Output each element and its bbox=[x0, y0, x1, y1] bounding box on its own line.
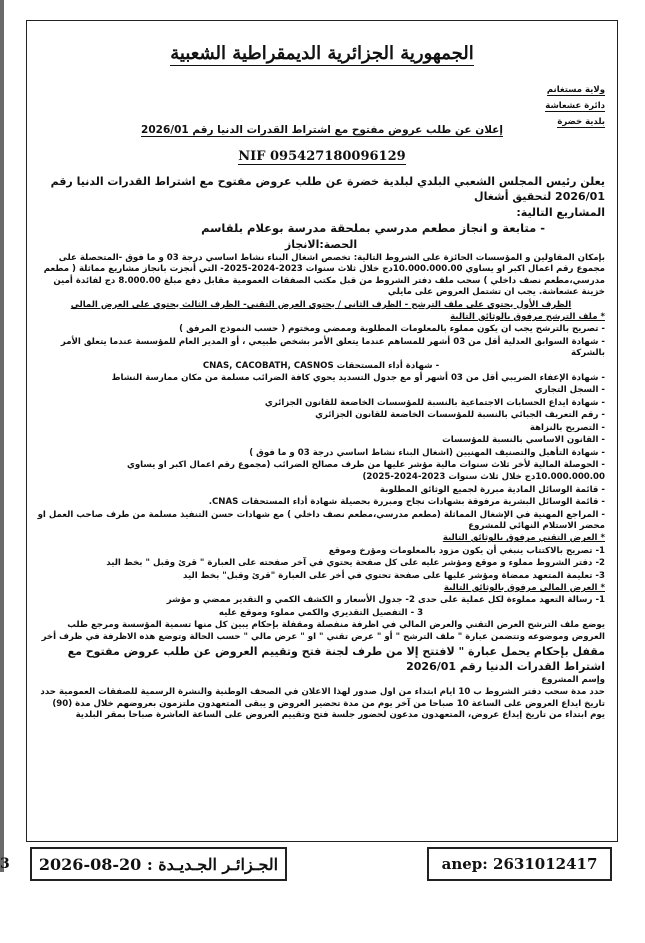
project-name-line: وإسم المشروع bbox=[541, 675, 605, 685]
intro-line: يعلن رئيس المجلس الشعبي البلدي لبلدية خضرة عن طلب عروض مفتوح مع اشتراط القدرات الدنيا رقم 2026/01 لتحقيق أشغال bbox=[50, 175, 605, 203]
cand-item: - شهادة الإعفاء الضريبي أقل من 03 أشهر أو مع جدول التسديد يحوي كافة الضرائب مسلمة من مكان ممارسة النشاط bbox=[111, 373, 605, 384]
admin-wilaya: ولاية مستغانم bbox=[546, 85, 605, 95]
cand-item: - القانون الاساسي بالنسبة للمؤسسات bbox=[442, 435, 605, 446]
tech-item: 2- دفتر الشروط مملوء و موقع ومؤشر عليه على كل صفحة يحتوي في آخر صفحته على العبارة " قرئ وقبل " بخط اليد bbox=[106, 558, 605, 569]
project-name: - متابعة و انجاز مطعم مدرسي بملحقة مدرسة بوعلام بلقاسم bbox=[201, 221, 545, 235]
envelopes-paragraph: يوضع ملف الترشح العرض التقني والعرض المالي في اظرفة منفصلة ومقفلة بإحكام يبين كل منها تسمية المؤسسة ومرجع طلب العروض وموضوعه وتتضمن عبارة " ملف الترشح " أو " عرض تقني " او " عرض مالي " حسب الحالة وتوضع هذه الاظرفة في ظرف أخر bbox=[41, 620, 605, 642]
cand-item: - الحوصلة المالية لأخر ثلاث سنوات مالية مؤشر عليها من طرف مصالح الضرائب (مجموع رقم اعمال اكبر او يساوي bbox=[126, 459, 605, 470]
deadline-paragraph: حدد مدة سحب دفتر الشروط ب 10 ايام ابتداء من اول صدور لهذا الاعلان في الصحف الوطنية والنشرة الرسمية للصفقات العمومية حدد تاريخ ايداع العروض على الساعة 10 صباحا من آخر يوم من مدة تحضير العروض و يبقى المتعهدون ملتزمون بعروضهم خلال مدة (90) يوم ابتداء من تاريخ إيداع عروض، المتعهدون مدعون لحضور جلسة فتح وتقييم العروض على الساعة العاشرة صباحا بمقر البلدية bbox=[40, 687, 605, 721]
republic-title: الجمهورية الجزائرية الديمقراطية الشعبية bbox=[170, 43, 474, 64]
cand-item: 10.000.000.00دج خلال ثلاث سنوات 2023-2024-2025) bbox=[362, 472, 605, 483]
announcement-body bbox=[37, 174, 605, 723]
admin-daira: دائرة عشعاشة bbox=[545, 101, 605, 111]
admin-commune: بلدية خضرة bbox=[557, 117, 605, 127]
fin-item: 3 - التفصيل التقديري والكمي مملوء وموقع عليه bbox=[218, 607, 424, 618]
sealed-envelope-line: مقفل بإحكام يحمل عبارة " لافتتح إلا من طرف لجنة فتح وتقييم العروض عن طلب عروض مفتوح مع اشتراط القدرات الدنيا رقم 2026/01 bbox=[67, 645, 605, 673]
cand-item: - رقم التعريف الجبائي بالنسبة للمؤسسات الخاضعة للقانون الجزائري bbox=[315, 410, 605, 421]
cand-item: - السجل التجاري bbox=[534, 385, 605, 396]
newspaper-date-box: الجـزائـر الجـديـدة : 20-08-2026 bbox=[30, 847, 287, 881]
nif-number: NIF 095427180096129 bbox=[238, 149, 406, 164]
tech-item: 3- تعليمة المتعهد ممضاة ومؤشر عليها على صفحة تحتوي في أخر على العبارة "قرئ وقبل" بخط اليد bbox=[183, 570, 605, 581]
cand-item: - قائمة الوسائل المادية مبررة لجميع الوثائق المطلوبة bbox=[379, 484, 605, 495]
page-edge-shadow bbox=[0, 0, 4, 872]
cand-item: - المراجع المهنية في الإشغال المماثلة (مطعم مدرسي،مطعم نصف داخلي ) مع شهادات حسن التنفيذ مسلمة من طرف صاحب العمل او محضر الاستلام النهائي للمشروع bbox=[37, 509, 605, 531]
fin-item: 1- رسالة التعهد مملوءة لكل عملية على حدى 2- جدول الأسعار و الكشف الكمي و التقدير ممضي و مؤشر bbox=[166, 595, 605, 606]
cand-item: - شهادة أداء المستحقات CNAS, CACOBATH, CASNOS bbox=[202, 360, 440, 371]
tech-item: 1- تصريح بالاكتتاب ينبغي أن يكون مزود بالمعلومات ومؤرخ وموقع bbox=[328, 545, 605, 556]
page-number-fragment: 3 bbox=[0, 856, 10, 872]
cand-item: - شهادة ايداع الحسابات الاجتماعية بالنسبة للمؤسسات الخاضعة للقانون الجزائري bbox=[264, 397, 605, 408]
cand-item: - شهادة التأهيل والتصنيف المهنيين (اشغال البناء نشاط اساسي درجة 03 و ما فوق ) bbox=[249, 447, 605, 458]
cand-item: - التصريح بالنزاهة bbox=[529, 422, 605, 433]
anep-reference-box: anep: 2631012417 bbox=[427, 847, 612, 881]
candidature-heading: * ملف الترشح مرفوق بالوثائق التالية bbox=[450, 312, 605, 323]
cand-item: - شهادة السوابق العدلية أقل من 03 أشهر للمساهم عندما يتعلق الأمر بشخص طبيعي ، أو المدير العام للمؤسسة عندما يتعلق الأمر بالشركة bbox=[60, 336, 605, 359]
conditions-paragraph: بإمكان المقاولين و المؤسسات الحائزة على الشروط التالية: تخصص اشغال البناء نشاط اساسي درجة 03 و ما فوق -المتحصلة على مجموع رقم اعمال اكبر او يساوي 10.000.000.00دج خلال ثلاث سنوات 2023-2024-2025- التي أنجزت بانجاز مشاريع مماثلة ( مطعم مدرسي،مطعم نصف داخلي ) سحب ملف دفتر الشروط من قبل مكتب الصفقات العمومية مقابل دفع مبلغ 8.000.00 دج لفائدة أمين خزينة عشعاشة. يجب ان تشتمل العروض على مايلي bbox=[43, 253, 605, 298]
technical-heading: * العرض التقني مرفوق بالوثائق التالية bbox=[442, 533, 605, 544]
cand-item: - قائمة الوسائل البشرية مرفوقة بشهادات نجاح ومبررة بحصيلة شهادة أداء المستحقات CNAS. bbox=[208, 497, 605, 508]
announcement-heading: إعلان عن طلب عروض مفتوح مع اشتراط القدرات الدنيا رقم 2026/01 bbox=[141, 124, 503, 136]
financial-heading: * العرض المالي مرفوق بالوثائق التالية bbox=[443, 582, 605, 593]
cand-item: - تصريح بالترشح يجب ان يكون مملوء بالمعلومات المطلوبة وممضي ومختوم ( حسب النموذج المرفق ) bbox=[179, 324, 605, 335]
lot-label: الحصة:الانجاز bbox=[284, 238, 358, 251]
envelopes-line: الظرف الأول يحتوي على ملف الترشح - الظرف الثاني / يحتوي العرض التقني- الظرف الثالث يحتوي على العرض المالي bbox=[70, 299, 572, 310]
intro-line-2: المشاريع التالية: bbox=[516, 206, 605, 219]
announcement-document bbox=[26, 20, 618, 842]
